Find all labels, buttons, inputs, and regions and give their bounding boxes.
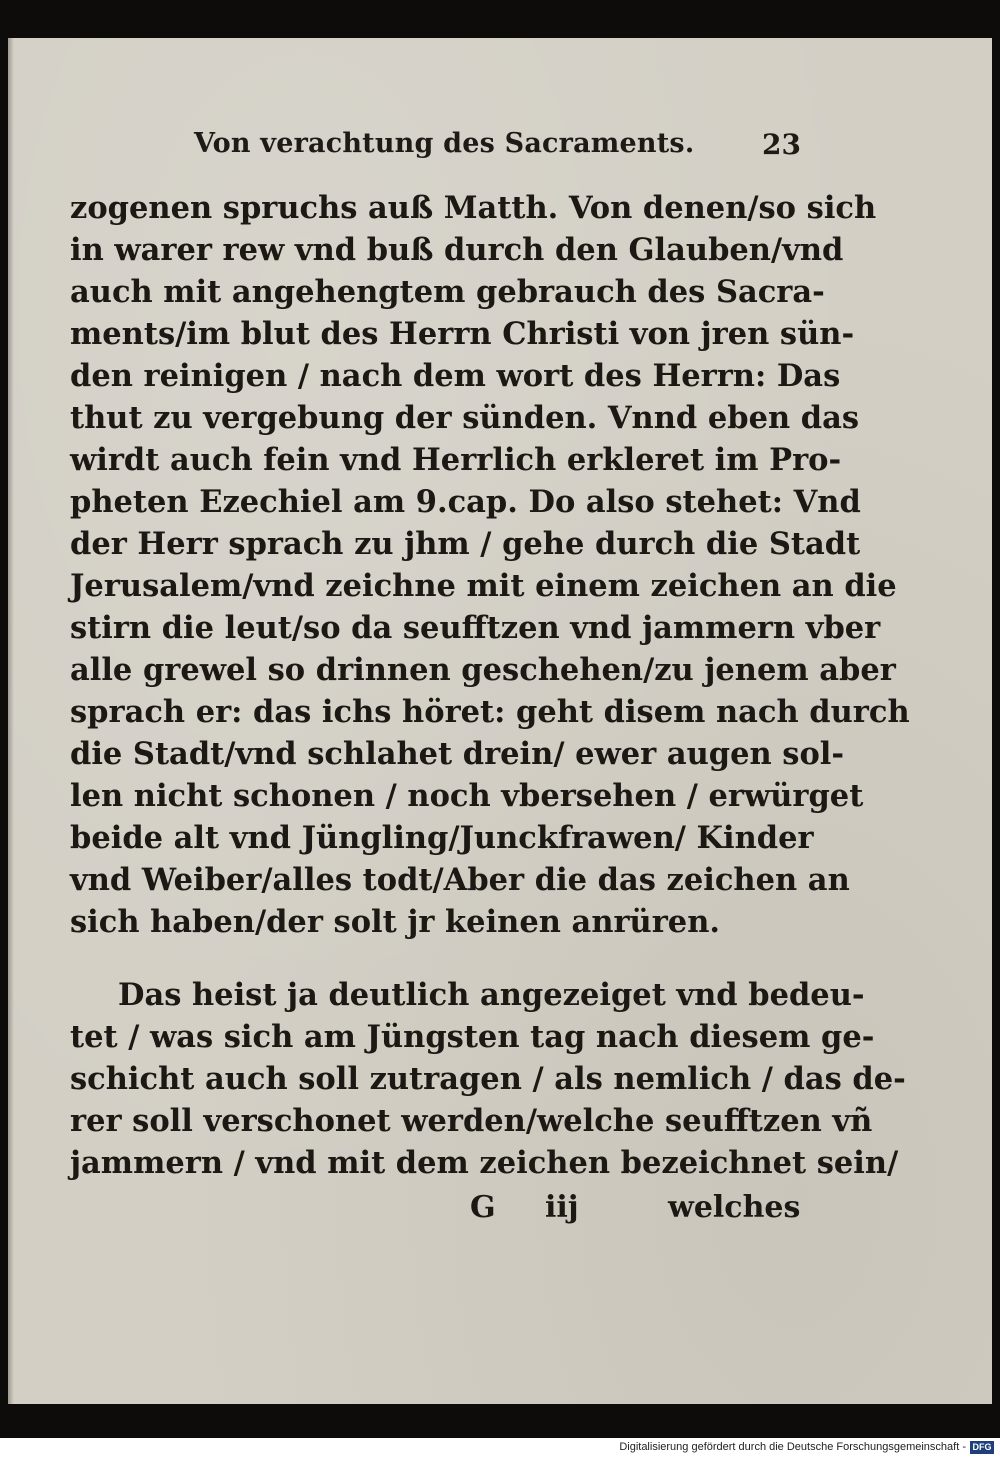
text-line: sich haben/der solt jr keinen anrüren. [70,904,721,940]
page-gutter-shadow [8,38,14,1404]
text-line: jammern / vnd mit dem zeichen bezeichnet sein/ [70,1145,899,1181]
catchword: welches [668,1190,801,1225]
text-line: tet / was sich am Jüngsten tag nach diesem ge- [70,1019,875,1055]
folio-number: 23 [762,128,801,161]
signature-mark: G [470,1190,496,1225]
text-line: Jerusalem/vnd zeichne mit einem zeichen an die [70,568,897,604]
text-line: len nicht schonen / noch vbersehen / erwürget [70,778,864,814]
text-line: Das heist ja deutlich angezeiget vnd bedeu- [118,977,865,1013]
text-line: auch mit angehengtem gebrauch des Sacra- [70,274,825,310]
dfg-logo: DFG [970,1441,994,1454]
text-line: den reinigen / nach dem wort des Herrn: Das [70,358,841,394]
digitization-credit: Digitalisierung gefördert durch die Deutsche Forschungsgemeinschaft - [619,1441,966,1453]
text-line: vnd Weiber/alles todt/Aber die das zeichen an [70,862,850,898]
text-line: die Stadt/vnd schlahet drein/ ewer augen sol- [70,736,845,772]
text-line: thut zu vergebung der sünden. Vnnd eben das [70,400,860,436]
text-line: stirn die leut/so da seufftzen vnd jammern vber [70,610,881,646]
text-line: rer soll verschonet werden/welche seufftzen vñ [70,1103,873,1139]
running-header: Von verachtung des Sacraments. [194,128,695,159]
text-line: wirdt auch fein vnd Herrlich erkleret im Pro- [70,442,842,478]
text-line: pheten Ezechiel am 9.cap. Do also stehet: Vnd [70,484,861,520]
text-line: alle grewel so drinnen geschehen/zu jenem aber [70,652,896,688]
text-line: schicht auch soll zutragen / als nemlich / das de- [70,1061,906,1097]
text-line: beide alt vnd Jüngling/Junckfrawen/ Kinder [70,820,814,856]
text-line: der Herr sprach zu jhm / gehe durch die Stadt [70,526,861,562]
text-line: in warer rew vnd buß durch den Glauben/vnd [70,232,844,268]
text-line: sprach er: das ichs höret: geht disem nach durch [70,694,910,730]
text-line: ments/im blut des Herrn Christi von jren sün- [70,316,855,352]
text-line: zogenen spruchs auß Matth. Von denen/so sich [70,190,877,226]
signature-number: iij [545,1190,579,1225]
